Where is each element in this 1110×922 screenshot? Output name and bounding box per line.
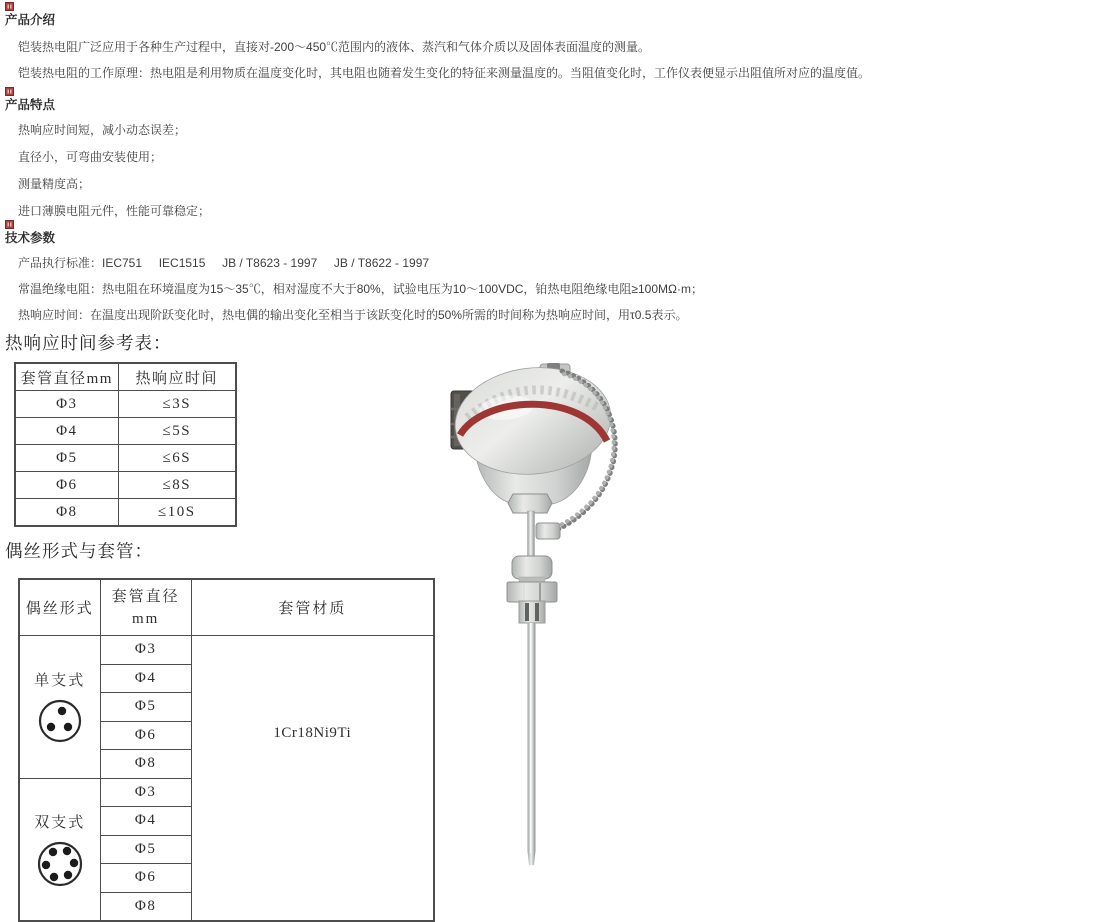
sleeve-material-cell	[191, 636, 434, 922]
section-marker-icon	[5, 87, 14, 96]
diameter-cell: Φ5	[15, 445, 118, 472]
table-header-row	[19, 579, 434, 636]
intro-paragraph-2: 铠装热电阻的工作原理：热电阻是利用物质在温度变化时，其电阻也随着发生变化的特征来测量温度的。当阻值变化时，工作仪表便显示出阻值所对应的温度值。	[18, 66, 871, 80]
double-element-cross-section-icon	[36, 840, 84, 888]
section-marker-icon	[5, 220, 14, 229]
time-cell: ≤5S	[118, 418, 236, 445]
response-table-caption: 热响应时间参考表：	[5, 333, 172, 353]
spec-response-time-line: 热响应时间：在温度出现阶跃变化时，热电偶的输出变化至相当于该跃变化时的50%所需的时间称为热响应时间，用τ0.5表示。	[18, 308, 688, 322]
armored-probe-rod	[528, 623, 536, 865]
sleeve-diameter-column-header	[100, 579, 191, 636]
response-time-table	[14, 362, 237, 527]
table-header-row	[15, 363, 236, 391]
single-element-cross-section-icon	[37, 698, 83, 744]
thermal-resistance-product-photo	[440, 363, 645, 868]
sleeve-material-column-header: 套管材质	[191, 579, 434, 636]
sleeve-diameter-header-line2: mm	[131, 610, 160, 627]
chain-plug	[536, 523, 560, 539]
diameter-cell: Φ8	[15, 499, 118, 527]
diameter-column-header: 套管直径mm	[15, 363, 118, 391]
spec-standards-line: 产品执行标准：IEC751 IEC1515 JB / T8623 - 1997 JB / T8622 - 1997	[18, 256, 430, 270]
table-row	[15, 499, 236, 527]
sleeve-table-caption: 偶丝形式与套管：	[5, 541, 153, 561]
wire-form-column-header: 偶丝形式	[19, 579, 100, 636]
diameter-cell: Φ4	[15, 418, 118, 445]
diameter-cell: Φ6	[100, 864, 191, 893]
feature-item: 测量精度高；	[18, 177, 91, 191]
single-element-form-cell	[19, 636, 100, 779]
spec-insulation-line: 常温绝缘电阻：热电阻在环境温度为15～35℃，相对湿度不大于80%，试验电压为10～100VDC，铂热电阻绝缘电阻≥100MΩ·m；	[18, 282, 703, 296]
time-cell: ≤10S	[118, 499, 236, 527]
table-row	[15, 445, 236, 472]
diameter-cell: Φ8	[100, 750, 191, 779]
diameter-cell: Φ6	[15, 472, 118, 499]
diameter-cell: Φ4	[100, 807, 191, 836]
sleeve-material-value: 1Cr18Ni9Ti	[273, 724, 352, 741]
diameter-cell: Φ3	[100, 636, 191, 665]
diameter-cell: Φ6	[100, 721, 191, 750]
table-row	[15, 418, 236, 445]
compression-fitting	[507, 556, 557, 623]
diameter-cell: Φ8	[100, 892, 191, 921]
specs-section-title: 技术参数	[5, 231, 56, 245]
time-cell: ≤3S	[118, 391, 236, 418]
diameter-cell: Φ5	[100, 835, 191, 864]
table-row	[19, 636, 434, 665]
intro-section-title: 产品介绍	[5, 13, 56, 27]
intro-paragraph-1: 铠装热电阻广泛应用于各种生产过程中，直接对-200～450℃范围内的液体、蒸汽和气体介质以及固体表面温度的测量。	[18, 40, 651, 54]
diameter-cell: Φ4	[100, 664, 191, 693]
sleeve-diameter-header-line1: 套管直径	[111, 588, 180, 605]
feature-item: 热响应时间短，减小动态误差；	[18, 123, 187, 137]
time-cell: ≤8S	[118, 472, 236, 499]
time-cell: ≤6S	[118, 445, 236, 472]
upper-probe-rod	[528, 511, 535, 560]
table-row	[15, 472, 236, 499]
table-row	[15, 391, 236, 418]
diameter-cell: Φ3	[15, 391, 118, 418]
wire-form-sleeve-table	[18, 578, 435, 922]
diameter-cell: Φ5	[100, 693, 191, 722]
feature-item: 直径小，可弯曲安装使用；	[18, 150, 163, 164]
features-section-title: 产品特点	[5, 98, 56, 112]
double-element-label: 双支式	[34, 814, 86, 831]
double-element-form-cell	[19, 778, 100, 921]
neck-hex-fitting	[508, 494, 552, 513]
single-element-label: 单支式	[34, 673, 86, 690]
response-time-column-header: 热响应时间	[118, 363, 236, 391]
section-marker-icon	[5, 2, 14, 11]
feature-item: 进口薄膜电阻元件，性能可靠稳定；	[18, 204, 211, 218]
diameter-cell: Φ3	[100, 778, 191, 807]
